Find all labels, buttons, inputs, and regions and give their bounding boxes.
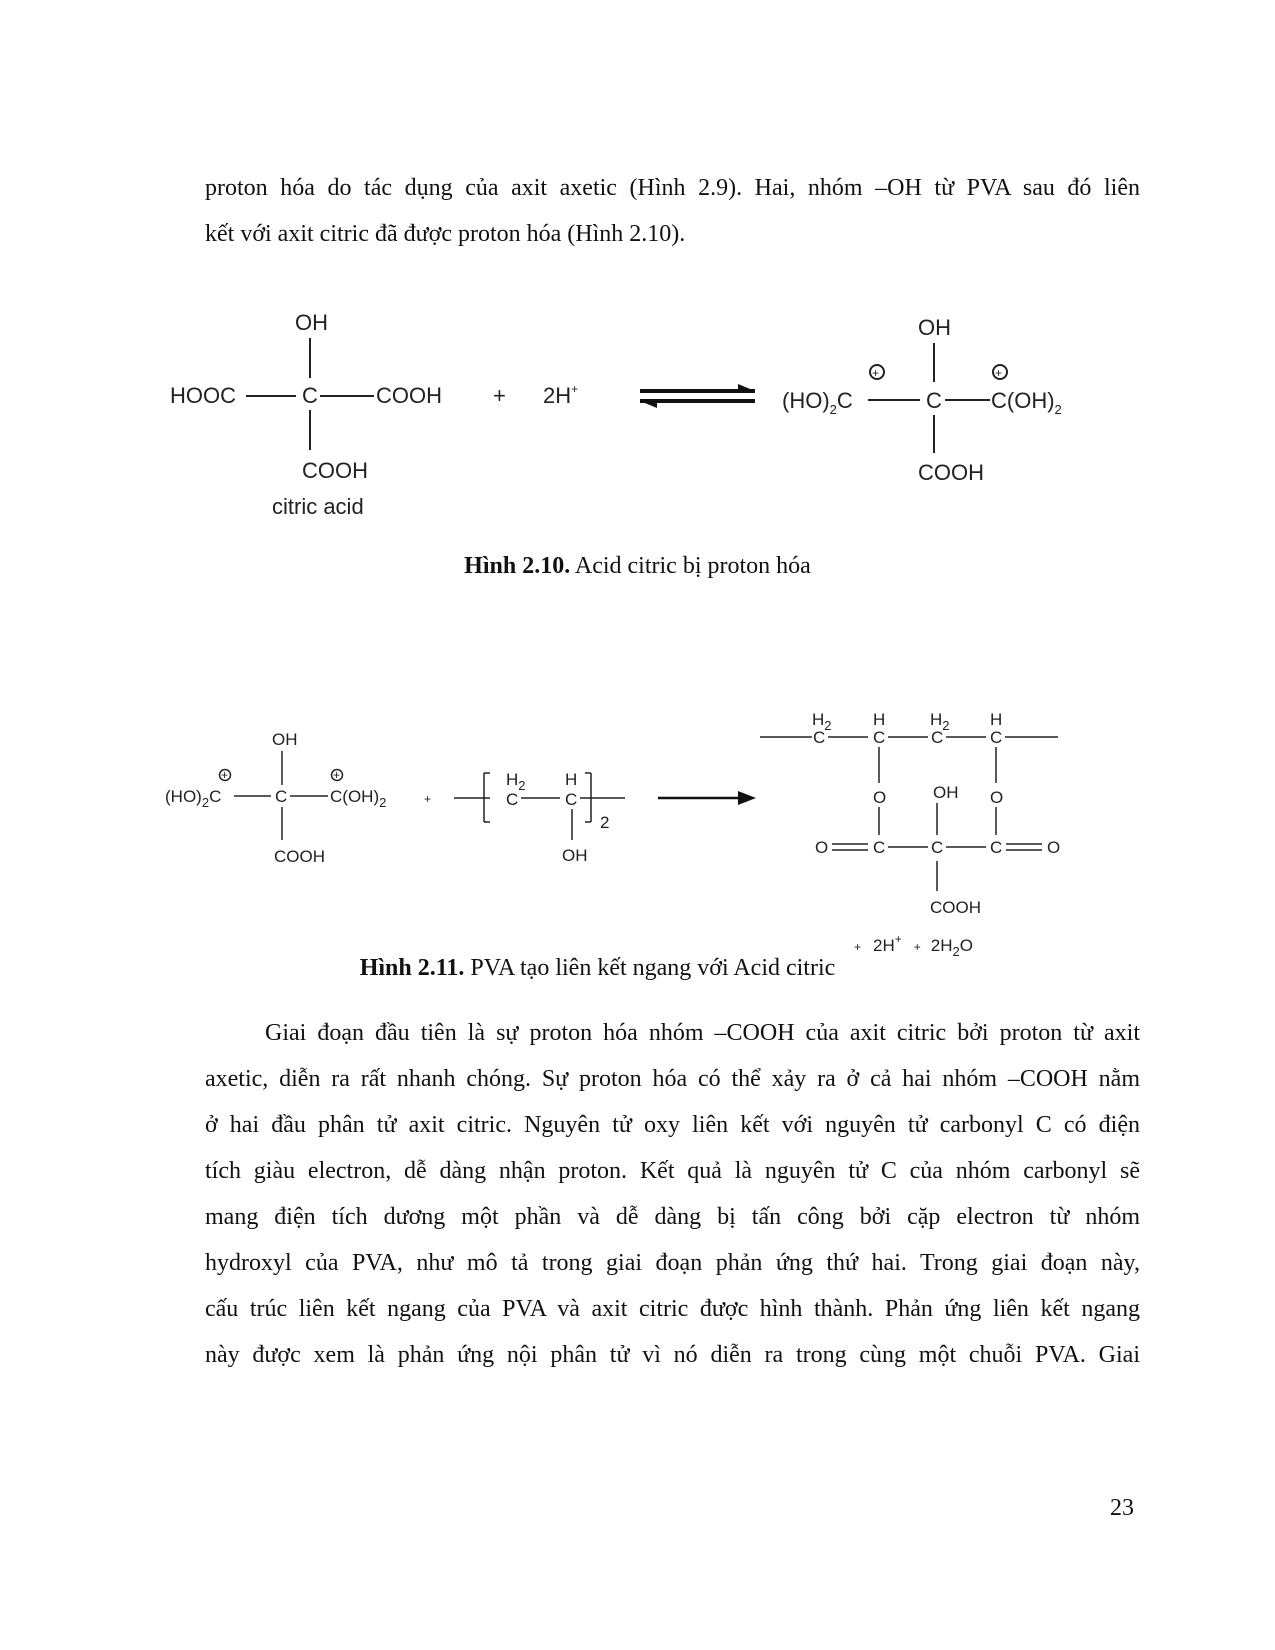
byproducts-label: + $2H^+_+$ $2H_2O$ [854, 932, 973, 959]
paragraph-line: Giai đoạn đầu tiên là sự proton hóa nhóm –COOH của axit citric bởi proton từ axit [265, 1020, 1140, 1046]
pva-repeat-unit [454, 770, 625, 865]
crosslinked-product-structure [760, 710, 1060, 917]
reaction-arrow [658, 791, 756, 805]
figure-2-10-diagram [0, 300, 1275, 540]
oh-label: OH [918, 315, 951, 340]
cooh-right-label: COOH [376, 383, 442, 408]
protonated-citric-acid-structure [165, 730, 386, 866]
positive-charge-icon: + [333, 768, 341, 782]
center-carbon-label: C [275, 787, 288, 806]
citric-acid-name: citric acid [272, 494, 364, 519]
paragraph-line: tích giàu electron, dễ dàng nhận proton. Kết quả là nguyên tử C của nhóm carbonyl sẽ [205, 1158, 1140, 1184]
chain-carbon-label: C [873, 728, 886, 747]
pva-carbon-label: C [565, 790, 578, 809]
paragraph-line: hydroxyl của PVA, như mô tả trong giai đoạn phản ứng thứ hai. Trong giai đoạn này, [205, 1250, 1140, 1276]
oh-label: OH [933, 783, 959, 802]
hooc-label: HOOC [170, 383, 236, 408]
paragraph-line: ở hai đầu phân tử axit citric. Nguyên tử oxy liên kết với nguyên tử carbonyl C có điện [205, 1112, 1140, 1138]
left-ho-group: $(HO)_2C$ [782, 388, 853, 417]
h2-label: $H_2$ [506, 770, 526, 793]
right-oh-group: $C(OH)_2$ [991, 388, 1062, 417]
cooh-bottom-label: COOH [930, 898, 981, 917]
figure-2-11-diagram [0, 695, 1275, 965]
carbonyl-oxygen-label: O [815, 838, 829, 857]
repeat-count: 2 [600, 813, 610, 832]
ring-carbon-label: C [873, 838, 886, 857]
center-carbon-label: C [926, 388, 942, 413]
paragraph-line: cấu trúc liên kết ngang của PVA và axit citric được hình thành. Phản ứng liên kết ngang [205, 1296, 1140, 1322]
positive-charge-icon: + [995, 366, 1003, 380]
paragraph-intro [205, 165, 1140, 257]
paragraph-line: kết với axit citric đã được proton hóa (Hình 2.10). [205, 221, 686, 247]
oh-label: OH [295, 310, 328, 335]
paragraph-line: proton hóa do tác dụng của axit axetic (Hình 2.9). Hai, nhóm –OH từ PVA sau đó liên [205, 175, 1140, 201]
pva-carbon-label: C [506, 790, 519, 809]
paragraph-mechanism [205, 1010, 1140, 1378]
paragraph-line: mang điện tích dương một phần và dễ dàng bị tấn công bởi cặp electron từ nhóm [205, 1204, 1140, 1230]
page-number: 23 [1110, 1495, 1134, 1521]
chain-carbon-label: C [990, 728, 1003, 747]
left-ho-group: $(HO)_2C$ [165, 787, 222, 810]
cooh-bottom-label: COOH [302, 458, 368, 483]
center-carbon-label: C [302, 383, 318, 408]
cooh-bottom-label: COOH [918, 460, 984, 485]
h2-label: $H_2$ [930, 710, 950, 733]
proton-label: 2H+ [543, 382, 579, 408]
ring-carbon-label: C [931, 838, 944, 857]
positive-charge-icon: + [221, 768, 229, 782]
figure-2-10-caption: Hình 2.10. Acid citric bị proton hóa [464, 553, 811, 579]
carbonyl-oxygen-label: O [1047, 838, 1061, 857]
equilibrium-arrow [640, 384, 755, 408]
ester-oxygen-label: O [990, 788, 1004, 807]
paragraph-line: này được xem là phản ứng nội phân tử vì nó diễn ra trong cùng một chuỗi PVA. Giai [205, 1342, 1140, 1368]
plus-sign: + [493, 383, 506, 408]
ester-oxygen-label: O [873, 788, 887, 807]
right-oh-group: $C(OH)_2$ [330, 787, 387, 810]
plus-sign: + [424, 792, 432, 806]
protonated-citric-acid-structure [782, 315, 1062, 485]
h2-label: $H_2$ [812, 710, 832, 733]
cooh-bottom-label: COOH [274, 847, 325, 866]
paragraph-line: axetic, diễn ra rất nhanh chóng. Sự proton hóa có thể xảy ra ở cả hai nhóm –COOH nằm [205, 1066, 1140, 1092]
h-label: H [873, 710, 886, 729]
h-label: H [565, 770, 578, 789]
oh-label: OH [562, 846, 588, 865]
ring-carbon-label: C [990, 838, 1003, 857]
citric-acid-structure [170, 310, 442, 519]
chain-carbon-label: C [931, 728, 944, 747]
positive-charge-icon: + [872, 366, 880, 380]
figure-2-11-caption: Hình 2.11. PVA tạo liên kết ngang với Acid citric [359, 955, 836, 981]
chain-carbon-label: C [813, 728, 826, 747]
oh-label: OH [272, 730, 298, 749]
h-label: H [990, 710, 1003, 729]
